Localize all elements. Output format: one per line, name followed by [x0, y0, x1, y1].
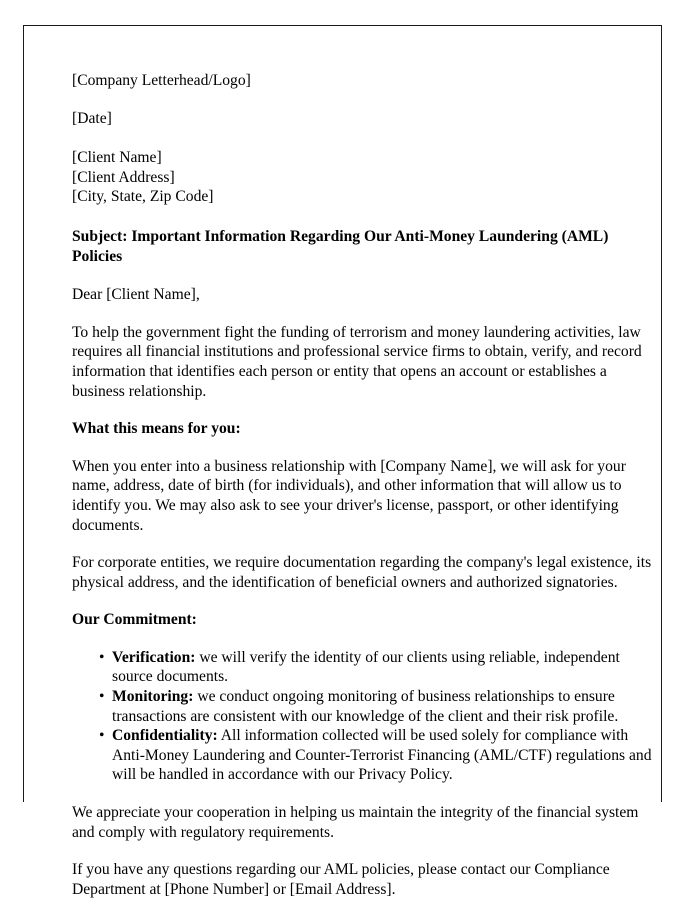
document-page — [23, 25, 662, 898]
closing-paragraph: We appreciate your cooperation in helping us maintain the integrity of the financial system and comply with regulatory requirements. — [72, 804, 639, 841]
list-item-term: Confidentiality: — [112, 727, 218, 745]
bullet-icon: • — [99, 727, 105, 745]
section-heading-what-this-means: What this means for you: — [72, 420, 241, 438]
list-item — [72, 726, 660, 785]
contact-paragraph: If you have any questions regarding our AML policies, please contact our Compliance Department at [Phone Number] or [Email Address]. — [72, 861, 610, 898]
recipient-name: [Client Name] — [72, 149, 162, 167]
intro-paragraph: To help the government fight the funding of terrorism and money laundering activities, law requires all financial institutions and professional service firms to obtain, verify, and record information that identifies each person or entity that opens an account or establishes a business relationship. — [72, 323, 642, 400]
recipient-address-block — [72, 148, 660, 207]
list-item-text: we conduct ongoing monitoring of business relationships to ensure transactions are consistent with our knowledge of the client and their risk profile. — [112, 688, 619, 725]
section-heading-our-commitment: Our Commitment: — [72, 611, 197, 629]
letter-content — [72, 71, 660, 917]
list-item — [72, 648, 660, 687]
list-item-term: Monitoring: — [112, 688, 194, 706]
recipient-address: [Client Address] — [72, 168, 175, 186]
salutation: Dear [Client Name], — [72, 286, 200, 304]
list-item-text: All information collected will be used solely for compliance with Anti-Money Laundering and Counter-Terrorist Financing (AML/CTF) regulations and will be handled in accordance with our Privacy Policy. — [112, 727, 652, 784]
list-item-term: Verification: — [112, 648, 196, 666]
paragraph-individual-requirements: When you enter into a business relationship with [Company Name], we will ask for your name, address, date of birth (for individuals), and other information that will allow us to identify you. We may also ask to see your driver's license, passport, or other identifying documents. — [72, 457, 626, 534]
recipient-city-state-zip: [City, State, Zip Code] — [72, 188, 214, 206]
commitment-list — [72, 648, 660, 785]
list-item — [72, 687, 660, 726]
company-letterhead: [Company Letterhead/Logo] — [72, 72, 251, 89]
bullet-icon: • — [99, 648, 105, 666]
bullet-icon: • — [99, 688, 105, 706]
list-item-text: we will verify the identity of our clients using reliable, independent source documents. — [112, 648, 620, 686]
subject-line: Subject: Important Information Regarding Our Anti-Money Laundering (AML) Policies — [72, 227, 609, 265]
paragraph-corporate-requirements: For corporate entities, we require documentation regarding the company's legal existence, its physical address, and the identification of beneficial owners and authorized signatories. — [72, 554, 652, 591]
letter-date: [Date] — [72, 109, 112, 127]
